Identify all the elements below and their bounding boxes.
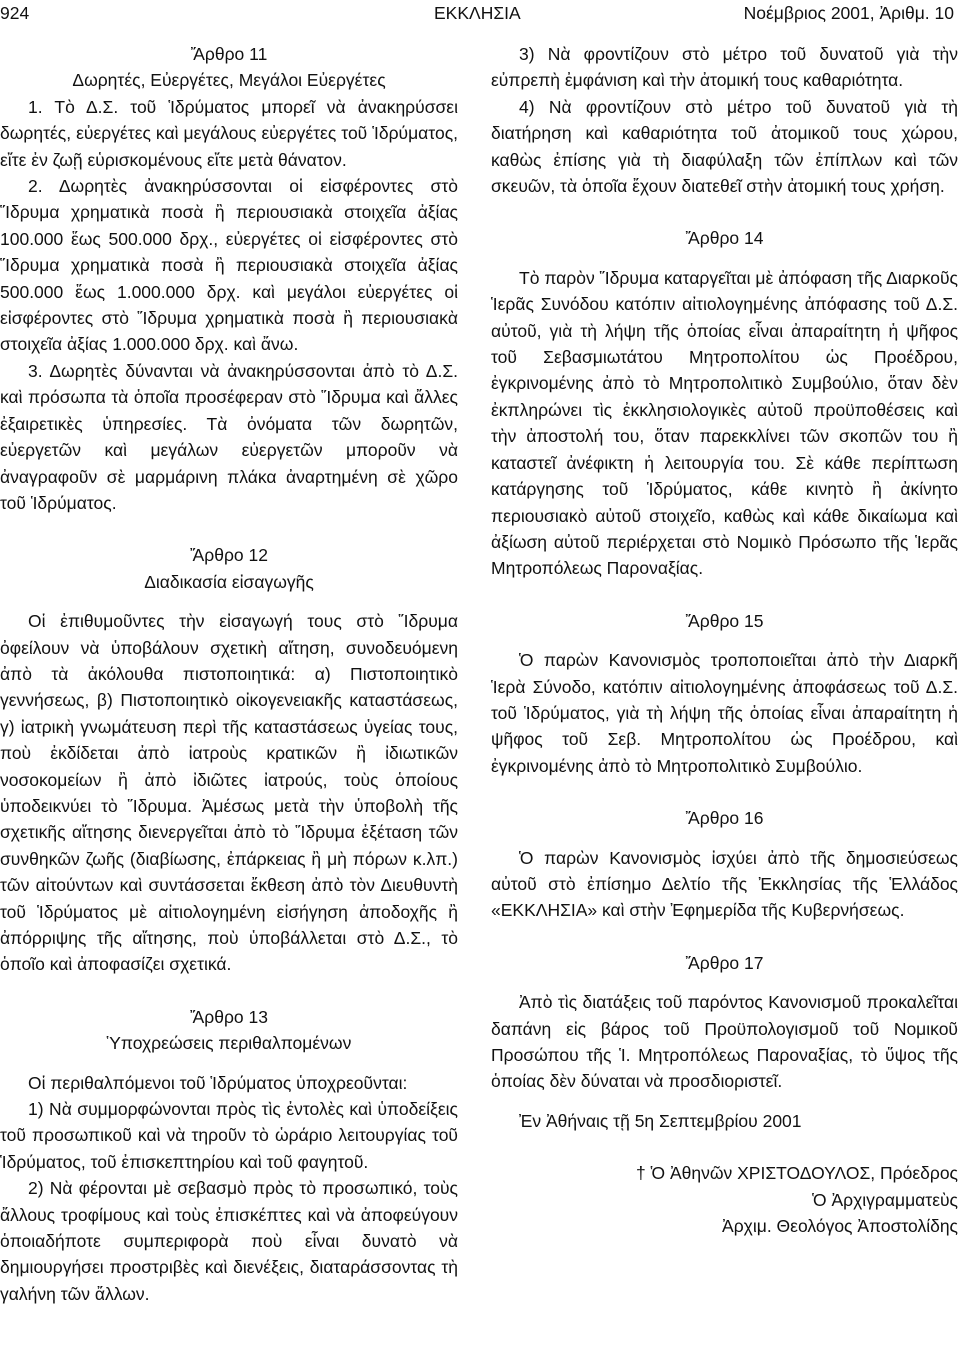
article-title: Ἄρθρο 15 xyxy=(685,610,764,631)
article-11 xyxy=(0,41,458,516)
signature-secretary-name: Ἀρχιμ. Θεολόγος Ἀποστολίδης xyxy=(722,1216,958,1237)
article-15 xyxy=(491,608,958,779)
place-date: Ἐν Ἀθήναις τῇ 5η Σεπτεμβρίου 2001 xyxy=(519,1110,802,1131)
paragraph: Οἱ περιθαλπόμενοι τοῦ Ἱδρύματος ὑποχρεοῦνται: xyxy=(28,1072,408,1093)
paragraph: 3) Νὰ φροντίζουν στὸ μέτρο τοῦ δυνατοῦ γιὰ τὴν εὐπρεπὴ ἐμφάνιση καὶ τὴν ἀτομική τους καθαριότητα. xyxy=(491,44,958,91)
signature-secretary-title: Ὁ Ἀρχιγραμματεὺς xyxy=(812,1189,958,1210)
paragraph: 2) Νὰ φέρονται μὲ σεβασμὸ πρὸς τὸ προσωπικό, τοὺς ἄλλους τροφίμους καὶ τοὺς ἐπισκέπτες καὶ νὰ ἀποφεύγουν ὁποιαδήποτε συμπεριφορὰ ποὺ εἶναι δυνατὸ νὰ δημιουργήσει προστριβὲς καὶ διενέξεις, διαταράσσοντας τὴ γαλήνη τῶν ἄλλων. xyxy=(0,1178,458,1304)
article-title: Ἄρθρο 17 xyxy=(685,952,764,973)
signature-block xyxy=(491,1160,958,1239)
paragraph: Τὸ παρὸν Ἵδρυμα καταργεῖται μὲ ἀπόφαση τῆς Διαρκοῦς Ἱερᾶς Συνόδου κατόπιν αἰτιολογημένης ἀπόφασης τοῦ Δ.Σ. αὐτοῦ, γιὰ τὴ λήψη τῆς ὁποίας εἶναι ἀπαραίτητη ἡ ψῆφος τοῦ Σεβασμιωτάτου Μητροπολίτου ὡς Προέδρου, ἐγκρινομένης ἀπὸ τὸ Μητροπολιτικὸ Συμβούλιο, ὅταν δὲν ἐκπληρώνει τὶς ἐκκλησιολογικὲς αὐτοῦ προϋποθέσεις καὶ τὴν ἀποστολή του, ὅταν παρεκκλίνει τῶν σκοπῶν του ἢ καταστεῖ ἀνέφικτη ἡ λειτουργία του. Σὲ κάθε περίπτωση κατάργησης τοῦ Ἱδρύματος, κάθε κινητὸ ἢ ἀκίνητο περιουσιακὸ αὐτοῦ στοιχεῖο, καθὼς καὶ κάθε δικαίωμα καὶ ἀξίωση αὐτοῦ περιέρχεται στὸ Νομικὸ Πρόσωπο τῆς Ἱερᾶς Μητροπόλεως Παροναξίας. xyxy=(491,267,958,579)
paragraph: 1. Τὸ Δ.Σ. τοῦ Ἱδρύματος μπορεῖ νὰ ἀνακηρύσσει δωρητές, εὐεργέτες καὶ μεγάλους εὐεργέτες τοῦ Ἱδρύματος, εἴτε ἐν ζωῇ εὑρισκομένους εἴτε μετὰ θάνατον. xyxy=(0,96,458,170)
article-title: Ἄρθρο 12 xyxy=(190,545,268,566)
article-subtitle: Δωρητές, Εὐεργέτες, Μεγάλοι Εὐεργέτες xyxy=(72,70,386,91)
journal-title: ΕΚΚΛΗΣΙΑ xyxy=(434,3,521,23)
signature-president: † Ὁ Ἀθηνῶν ΧΡΙΣΤΟΔΟΥΛΟΣ, Πρόεδρος xyxy=(636,1163,958,1184)
article-subtitle: Ὑποχρεώσεις περιθαλπομένων xyxy=(106,1033,352,1054)
page-header xyxy=(0,0,960,26)
paragraph: Ὁ παρὼν Κανονισμὸς τροποποιεῖται ἀπὸ τὴν Διαρκῆ Ἱερὰ Σύνοδο, κατόπιν αἰτιολογημένης ἀποφάσεως τοῦ Δ.Σ. τοῦ Ἱδρύματος, γιὰ τὴ λήψη τῆς ὁποίας εἶναι ἀπαραίτητη ἡ ψῆφος τοῦ Σεβ. Μητροπολίτου ὡς Προέδρου, καὶ ἐγκρινομένης ἀπὸ τὸ Μητροπολιτικὸ Συμβούλιο. xyxy=(491,650,958,776)
article-title: Ἄρθρο 11 xyxy=(190,44,268,64)
article-12 xyxy=(0,542,458,978)
paragraph: 1) Νὰ συμμορφώνονται πρὸς τὶς ἐντολὲς καὶ ὑποδείξεις τοῦ προσωπικοῦ καὶ νὰ τηροῦν τὸ ὡράριο λειτουργίας τοῦ Ἱδρύματος, τοῦ ἐπισκεπτηρίου καὶ τοῦ φαγητοῦ. xyxy=(0,1099,458,1172)
paragraph: 3. Δωρητὲς δύνανται νὰ ἀνακηρύσσονται ἀπὸ τὸ Δ.Σ. καὶ πρόσωπα τὰ ὁποῖα προσέφεραν στὸ Ἵδρυμα καὶ ἄλλες ἐξαιρετικὲς ὑπηρεσίες. Τὰ ὀνόματα τῶν δωρητῶν, εὐεργετῶν καὶ μεγάλων εὐεργετῶν μποροῦν νὰ ἀναγραφοῦν σὲ μαρμάρινη πλάκα ἀναρτημένη σὲ χῶρο τοῦ Ἱδρύματος. xyxy=(0,360,458,513)
right-column xyxy=(491,41,958,1239)
paragraph: Ὁ παρὼν Κανονισμὸς ἰσχύει ἀπὸ τῆς δημοσιεύσεως αὐτοῦ στὸ ἐπίσημο Δελτίο τῆς Ἐκκλησίας τῆς Ἑλλάδος «ΕΚΚΛΗΣΙΑ» καὶ στὴν Ἐφημερίδα τῆς Κυβερνήσεως. xyxy=(491,847,958,921)
paragraph: Ἀπὸ τὶς διατάξεις τοῦ παρόντος Κανονισμοῦ προκαλεῖται δαπάνη εἰς βάρος τοῦ Προϋπολογισμοῦ τοῦ Νομικοῦ Προσώπου τῆς Ἱ. Μητροπόλεως Παροναξίας, τὸ ὕψος τῆς ὁποίας δὲν δύναται νὰ προσδιοριστεῖ. xyxy=(491,992,958,1092)
article-17 xyxy=(491,950,958,1095)
article-13 xyxy=(0,1004,458,1307)
paragraph: Οἱ ἐπιθυμοῦντες τὴν εἰσαγωγή τους στὸ Ἵδρυμα ὀφείλουν νὰ ὑποβάλουν σχετικὴ αἴτηση, συνοδευόμενη ἀπὸ τὰ ἀκόλουθα πιστοποιητικά: α) Πιστοποιητικὸ γεννήσεως, β) Πιστοποιητικὸ οἰκογενειακῆς καταστάσεως, γ) ἰατρικὴ γνωμάτευση περὶ τῆς καταστάσεως ὑγείας τους, ποὺ ἐκδίδεται ἀπὸ ἰατροὺς κρατικῶν ἢ ἰδιωτικῶν νοσοκομείων ἢ ἀπὸ ἰδιῶτες ἰατρούς, τοὺς ὁποίους ὑποδεικνύει τὸ Ἵδρυμα. Ἀμέσως μετὰ τὴν ὑποβολὴ τῆς σχετικῆς αἴτησης διενεργεῖται ἀπὸ τὸ Ἵδρυμα ἐξέταση τῶν συνθηκῶν ζωῆς (διαβίωσης, ἐπάρκειας ἢ μὴ πόρων κ.λπ.) τῶν αἰτούντων καὶ συντάσσεται ἔκθεση ἀπὸ τὸν Διευθυντὴ τοῦ Ἱδρύματος μὲ αἰτιολογημένη εἰσήγηση ἀποδοχῆς ἢ ἀπόρριψης τῆς αἴτησης, ποὺ ὑποβάλλεται στὸ Δ.Σ., τὸ ὁποῖο καὶ ἀποφασίζει σχετικά. xyxy=(0,611,458,975)
issue-date: Νοέμβριος 2001, Ἀριθμ. 10 xyxy=(743,3,954,23)
article-16 xyxy=(491,805,958,924)
article-title: Ἄρθρο 14 xyxy=(685,228,764,249)
article-14 xyxy=(491,225,958,581)
article-title: Ἄρθρο 13 xyxy=(190,1006,268,1027)
article-title: Ἄρθρο 16 xyxy=(685,808,764,829)
paragraph: 2. Δωρητὲς ἀνακηρύσσονται οἱ εἰσφέροντες στὸ Ἵδρυμα χρηματικὰ ποσὰ ἢ περιουσιακὰ στοιχεῖα ἀξίας 100.000 ἕως 500.000 δρχ., εὐεργέτες οἱ εἰσφέροντες στὸ Ἵδρυμα χρηματικὰ ποσὰ ἢ περιουσιακὰ στοιχεῖα ἀξίας 500.000 ἕως 1.000.000 δρχ. καὶ μεγάλοι εὐεργέτες οἱ εἰσφέροντες στὸ Ἵδρυμα χρηματικὰ ποσὰ ἢ περιουσιακὰ στοιχεῖα ἀξίας 1.000.000 δρχ. καὶ ἄνω. xyxy=(0,176,458,355)
page-number: 924 xyxy=(0,3,30,23)
left-column xyxy=(0,41,458,1307)
paragraph: 4) Νὰ φροντίζουν στὸ μέτρο τοῦ δυνατοῦ γιὰ τὴ διατήρηση καὶ καθαριότητα τοῦ ἀτομικοῦ τους χώρου, καθὼς ἐπίσης γιὰ τὴ διαφύλαξη τῶν ἐπίπλων καὶ τῶν σκευῶν, τὰ ὁποῖα ἔχουν διατεθεῖ στὴν ἀτομική τους χρήση. xyxy=(491,96,958,197)
article-subtitle: Διαδικασία εἰσαγωγῆς xyxy=(144,571,314,592)
article-13-continued xyxy=(491,41,958,199)
